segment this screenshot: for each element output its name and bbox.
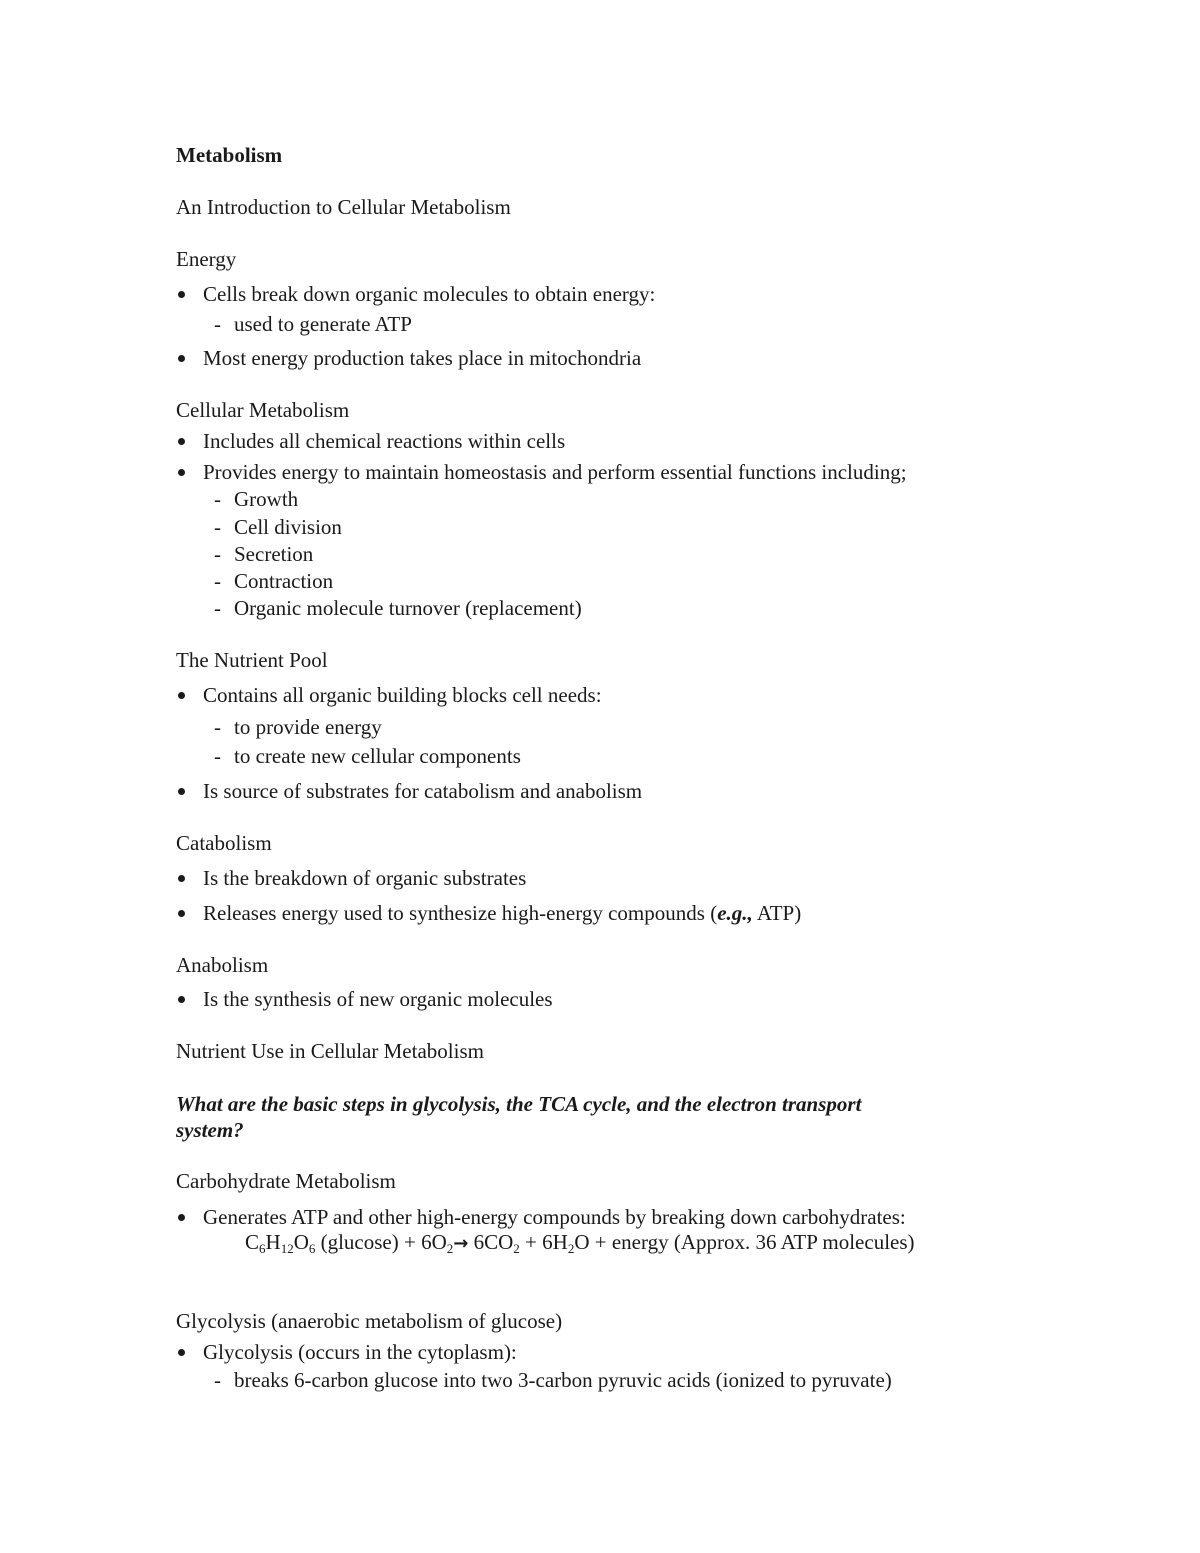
intro-heading: An Introduction to Cellular Metabolism — [176, 195, 511, 219]
list-item: - Secretion — [214, 542, 314, 566]
list-item: - Contraction — [214, 569, 334, 593]
list-item: Most energy production takes place in mitochondria — [203, 345, 641, 371]
list-item: Cells break down organic molecules to obtain energy: — [203, 281, 655, 307]
glycolysis-heading: Glycolysis (anaerobic metabolism of glucose) — [176, 1309, 563, 1333]
list-item: - Cell division — [214, 515, 342, 539]
nutrient-use-heading: Nutrient Use in Cellular Metabolism — [176, 1039, 484, 1063]
cellular-heading: Cellular Metabolism — [176, 398, 350, 422]
list-item: Is the synthesis of new organic molecules — [203, 986, 553, 1012]
arrow-icon: → — [453, 1233, 469, 1254]
list-item: Is source of substrates for catabolism and anabolism — [203, 778, 642, 804]
question-line-2: system? — [176, 1118, 244, 1142]
energy-heading: Energy — [176, 247, 237, 271]
list-item: - used to generate ATP — [214, 312, 412, 336]
list-item: - breaks 6-carbon glucose into two 3-carbon pyruvic acids (ionized to pyruvate) — [214, 1368, 892, 1392]
list-item: - to create new cellular components — [214, 744, 521, 768]
list-item: - to provide energy — [214, 715, 382, 739]
list-item: - Growth — [214, 487, 299, 511]
list-item: Provides energy to maintain homeostasis and perform essential functions including; — [203, 459, 907, 485]
list-item: Is the breakdown of organic substrates — [203, 865, 526, 891]
list-item: Glycolysis (occurs in the cytoplasm): — [203, 1339, 517, 1365]
list-item: - Organic molecule turnover (replacement) — [214, 596, 582, 620]
list-item: Generates ATP and other high-energy compounds by breaking down carbohydrates: — [203, 1204, 906, 1230]
list-item: Includes all chemical reactions within cells — [203, 428, 565, 454]
list-item: Contains all organic building blocks cell needs: — [203, 682, 602, 708]
pool-heading: The Nutrient Pool — [176, 648, 328, 672]
catabolism-heading: Catabolism — [176, 831, 272, 855]
page-title: Metabolism — [176, 143, 283, 167]
glucose-equation: $C_6H_{12}O_6$ $(glucose) + 6O_2\to 6CO_2 + 6H_2O$ + energy (Approx. 36 ATP molecules) — [245, 1230, 915, 1256]
list-item: Releases energy used to synthesize high-energy compounds (e.g., ATP) — [203, 900, 801, 926]
carb-heading: Carbohydrate Metabolism — [176, 1169, 396, 1193]
question-line-1: What are the basic steps in glycolysis, the TCA cycle, and the electron transport — [176, 1092, 862, 1116]
anabolism-heading: Anabolism — [176, 953, 269, 977]
